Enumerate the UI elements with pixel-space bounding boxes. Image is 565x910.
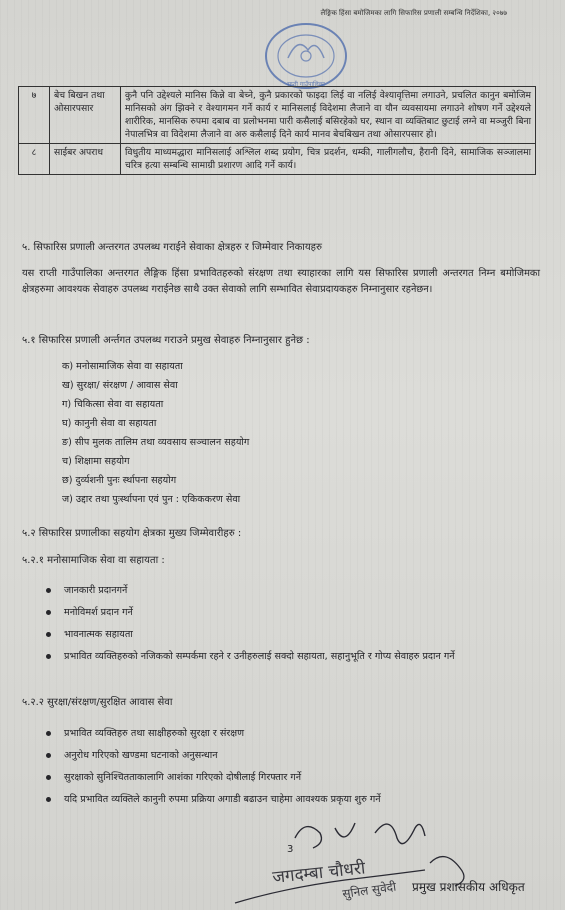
section-5-title: ५. सिफारिस प्रणाली अन्तरगत उपलब्ध गराईने सेवाका क्षेत्रहरु र जिम्मेवार निकायहरु <box>22 242 322 253</box>
bullet-icon <box>46 632 51 637</box>
list-item: यदि प्रभावित व्यक्तिले कानुनी रुपमा प्रक्रिया अगाडी बढाउन चाहेमा आवश्यक प्रकृया शुरु गर्ने <box>46 792 546 807</box>
row-term: साईबर अपराध <box>50 144 121 175</box>
office-stamp-icon <box>258 16 354 96</box>
list-item: छ) दुर्व्यशनी पुनः र्स्थापना सहयोग <box>62 475 177 486</box>
row-description: कुनै पनि उद्देश्यले मानिस किन्ने वा बेच्ने, कुनै प्रकारको फाइदा लिई वा नलिई वेश्यावृत्तिमा लगाउने, प्रचलित कानुन बमोजिम मानिसको अंग झिक्ने र वेश्यागमन गर्ने कार्य र मानिसलाई विदेशमा लैजाने वा यौन व्यवसायमा लगाउने शोषण गर्ने उद्देश्यले शारीरिक, मानसिक रुपमा दबाब वा प्रलोभनमा पारी कसैलाई बसिरहेको घर, स्थान वा व्यक्तिबाट छुटाई लग्ने वा मञ्जुरी बिना नेपालभित्र वा विदेशमा लैजाने वा अरु कसैलाई दिने कार्य मानव बेचबिखन तथा ओसारपसार हो। <box>121 87 536 144</box>
section-5-1-title: ५.१ सिफारिस प्रणाली अर्न्तगत उपलब्ध गराउने प्रमुख सेवाहरु निम्नानुसार हुनेछ : <box>22 335 310 346</box>
list-item: भावनात्मक सहायता <box>46 627 546 642</box>
security-list <box>46 726 546 814</box>
list-item: ख) सुरक्षा/ संरक्षण / आवास सेवा <box>62 380 178 391</box>
row-number: ८ <box>19 144 50 175</box>
row-description: विधुतीय माध्यमद्धारा मानिसलाई अश्लिल शब्द प्रयोग, चित्र प्रदर्शन, धम्की, गालीगलौच, हैरानी दिने, सामाजिक सञ्जालमा चरित्र हत्या सम्बन्धि सामाग्री प्रशारण आदि गर्ने कार्य। <box>121 144 536 175</box>
bullet-icon <box>46 588 51 593</box>
signature-name-2: सुनिल सुवेदी <box>341 879 398 901</box>
row-number: ७ <box>19 87 50 144</box>
chief-officer-title: प्रमुख प्रशासकीय अधिकृत <box>412 880 525 894</box>
list-item: सुरक्षाको सुनिश्चितताकालागि आशंका गरिएको दोषीलाई गिरफ्तार गर्ने <box>46 770 546 785</box>
row-term: बेच बिखन तथा ओसारपसार <box>50 87 121 144</box>
bullet-icon <box>46 610 51 615</box>
section-5-2-title: ५.२ सिफारिस प्रणालीका सहयोग क्षेत्रका मुख्य जिम्मेवारीहरु : <box>22 528 242 539</box>
page-number: 3 <box>287 844 294 855</box>
list-item: जानकारी प्रदानगर्ने <box>46 583 546 598</box>
signature-name: जगदम्बा चौधरी <box>271 858 367 888</box>
bullet-icon <box>46 731 51 736</box>
section-5-2-2-title: ५.२.२ सुरक्षा/संरक्षण/सुरक्षित आवास सेवा <box>22 697 173 708</box>
section-5-intro: यस राप्ती गाउँपालिका अन्तरगत लैङ्गिक हिंसा प्रभावितहरुको संरक्षण तथा स्याहारका लागि यस सिफारिस प्रणाली अन्तरगत निम्न बमोजिमका क्षेत्रहरुमा आवश्यक सेवाहरु उपलब्ध गराईनेछ साथै उक्त सेवाको लागि सम्भावित सेवाप्रदायकहरु निम्नानुसार रहनेछन। <box>22 268 540 295</box>
list-item: च) शिक्षामा सहयोग <box>62 456 130 467</box>
psychosocial-list <box>46 583 546 671</box>
running-header: लैङ्गिक हिंसा बमोजिमका लागि सिफारिस प्रणाली सम्बन्धि निर्देशिका, २०७७ <box>320 9 507 17</box>
bullet-icon <box>46 797 51 802</box>
table-row <box>19 87 536 144</box>
section-5-2-1-title: ५.२.१ मनोसामाजिक सेवा वा सहायता : <box>22 555 165 566</box>
list-item: प्रभावित व्यक्तिहरु तथा साक्षीहरुको सुरक्षा र संरक्षण <box>46 726 546 741</box>
bullet-icon <box>46 654 51 659</box>
list-item: क) मनोसामाजिक सेवा वा सहायता <box>62 361 183 372</box>
services-list <box>62 357 249 509</box>
list-item: अनुरोध गरिएको खण्डमा घटनाको अनुसन्धान <box>46 748 546 763</box>
table-row <box>19 144 536 175</box>
definitions-table <box>18 86 536 175</box>
list-item: प्रभावित व्यक्तिहरुको नजिकको सम्पर्कमा रहने र उनीहरुलाई सक्दो सहायता, सहानुभूति र गोप्य सेवाहरु प्रदान गर्ने <box>46 649 546 664</box>
list-item: ज) उद्दार तथा पुःर्स्थापना एवं पुन : एकिककरण सेवा <box>62 494 241 505</box>
list-item: ङ) सीप मुलक तालिम तथा व्यवसाय सञ्चालन सहयोग <box>62 437 250 448</box>
list-item: घ) कानुनी सेवा वा सहायता <box>62 418 157 429</box>
stamp-text: राप्ती गाउँपालिका <box>287 81 325 88</box>
bullet-icon <box>46 775 51 780</box>
list-item: मनोविमर्श प्रदान गर्ने <box>46 605 546 620</box>
list-item: ग) चिकित्सा सेवा वा सहायता <box>62 399 164 410</box>
bullet-icon <box>46 753 51 758</box>
